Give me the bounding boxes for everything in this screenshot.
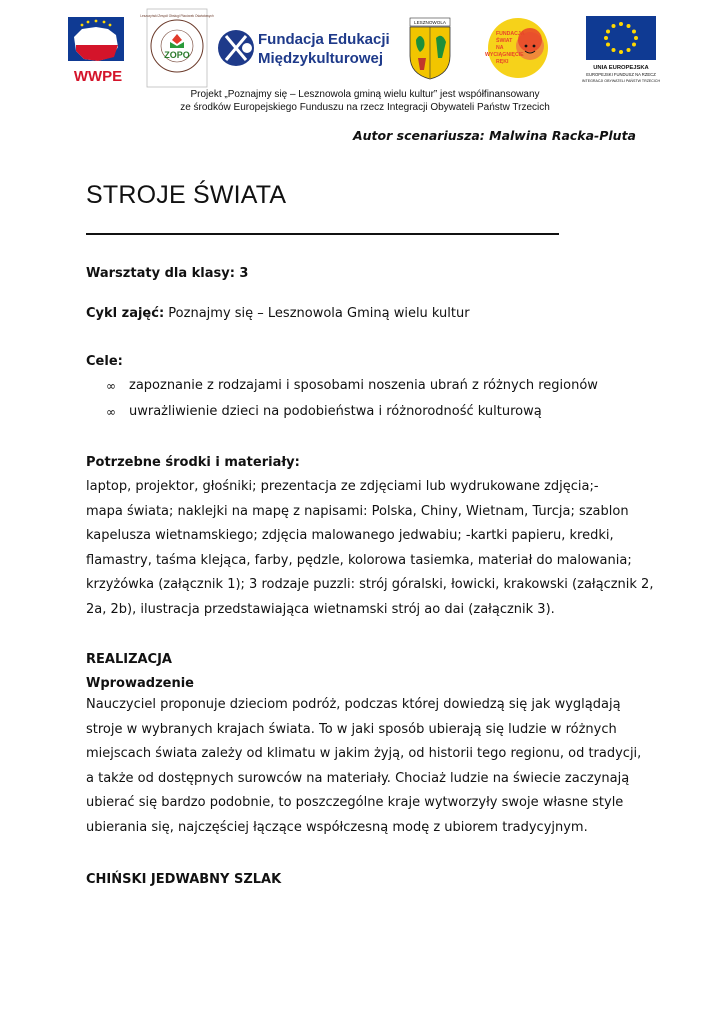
zopo-ring-text: Leszczyński Zespół Obsługi Placówek Oświatowych xyxy=(140,14,214,18)
introduction-line: miejscach świata zależy od klimatu w jakim żyją, od historii tego regionu, od tradycji, xyxy=(86,746,642,761)
cycle-label: Cykl zajęć: xyxy=(86,306,165,321)
realization-section xyxy=(86,651,646,840)
goal-text: uwrażliwienie dzieci na podobieństwa i różnorodność kulturową xyxy=(129,404,542,419)
materials-paragraph xyxy=(86,475,654,622)
introduction-heading: Wprowadzenie xyxy=(86,676,194,691)
ue-line1: UNIA EUROPEJSKA xyxy=(593,65,649,71)
materials-line: kapelusza wietnamskiego; zdjęcia malowanego jedwabiu; -kartki papieru, kredki, xyxy=(86,528,614,543)
zopo-logo-text: ZOPO xyxy=(164,50,190,60)
introduction-line: stroje w wybranych krajach świata. To w jaki sposób ubierają się ludzie w różnych xyxy=(86,721,617,737)
workshops-line xyxy=(86,265,248,283)
silk-road-section xyxy=(86,871,281,889)
scenario-author: Autor scenariusza: Malwina Racka-Pluta xyxy=(352,128,636,143)
fswr-line-5: RĘKI xyxy=(496,59,509,65)
ue-line3: INTEGRACJI OBYWATELI PAŃSTW TRZECICH xyxy=(581,79,661,83)
materials-section xyxy=(86,454,654,622)
cycle-value: Poznajmy się – Lesznowola Gminą wielu kultur xyxy=(164,306,470,321)
wwpe-logo xyxy=(62,15,134,89)
fundacja-logo xyxy=(216,18,401,78)
fswr-line-1: FUNDACJA xyxy=(496,31,525,37)
introduction-line: Nauczyciel proponuje dzieciom podróż, podczas której dowiedzą się jak wyglądają xyxy=(86,697,621,712)
silk-road-heading: CHIŃSKI JEDWABNY SZLAK xyxy=(86,872,282,887)
project-note-line2: ze środków Europejskiego Funduszu na rzecz Integracji Obywateli Państw Trzecich xyxy=(180,102,550,113)
fswr-line-2: ŚWIAT xyxy=(496,38,513,44)
goals-section xyxy=(86,353,646,429)
materials-line: laptop, projektor, głośniki; prezentacja ze zdjęciami lub wydrukowane zdjęcia;- xyxy=(86,479,599,494)
fundacja-line2: Międzykulturowej xyxy=(258,50,384,67)
materials-line: mapa świata; naklejki na mapę z napisami: Polska, Chiny, Wietnam, Turcja; szablon xyxy=(86,503,629,519)
list-item xyxy=(86,377,646,403)
workshops-label: Warsztaty dla klasy: 3 xyxy=(86,266,249,281)
realization-heading: REALIZACJA xyxy=(86,652,172,667)
materials-label: Potrzebne środki i materiały: xyxy=(86,455,300,470)
fswr-line-4: WYCIĄGNIĘCIE xyxy=(485,52,524,58)
project-funding-note xyxy=(140,88,590,114)
materials-line: 2a, 2b), ilustracja przedstawiająca wietnamski strój ao dai (załącznik 3). xyxy=(86,601,555,617)
wwpe-logo-text: WWPE xyxy=(73,68,123,85)
introduction-paragraph xyxy=(86,693,646,840)
lesznowola-coat-of-arms xyxy=(406,18,454,80)
title-underline xyxy=(86,233,559,235)
introduction-line: ubierać się bardzo podobnie, to poszczególne kraje wytworzyły swoje własne style xyxy=(86,795,624,810)
goals-label: Cele: xyxy=(86,354,123,369)
cycle-line xyxy=(86,305,470,323)
infinity-bullet-icon: ∞ xyxy=(106,405,116,419)
materials-line: krzyżówka (załącznik 1); 3 rodzaje puzzli: strój góralski, łowicki, krakowski (załącznik 2, xyxy=(86,577,654,592)
list-item xyxy=(86,403,646,429)
project-note-line1: Projekt „Poznajmy się – Lesznowola gminą wielu kultur” jest współfinansowany xyxy=(190,89,540,100)
goals-list xyxy=(86,377,646,429)
introduction-line: ubierania się, najczęściej łączące współczesną modę z ubiorem tradycyjnym. xyxy=(86,819,588,835)
materials-line: flamastry, taśma klejąca, farby, pędzle, kolorowa tasiemka, materiał do malowania; xyxy=(86,552,632,568)
fswr-line-3: NA xyxy=(496,45,504,51)
zopo-logo xyxy=(140,8,214,88)
fundacja-line1: Fundacja Edukacji xyxy=(258,31,390,48)
herb-caption: LESZNOWOLA xyxy=(414,20,446,25)
ue-line2: EUROPEJSKI FUNDUSZ NA RZECZ xyxy=(586,72,656,77)
eu-logo xyxy=(581,16,661,88)
goal-text: zapoznanie z rodzajami i sposobami noszenia ubrań z różnych regionów xyxy=(129,378,598,393)
logo-strip xyxy=(0,0,724,90)
introduction-line: a także od dostępnych surowców na materiały. Chociaż ludzie na świecie zaczynają xyxy=(86,770,630,786)
swiat-na-wyciagniecie-reki-logo xyxy=(478,18,554,80)
infinity-bullet-icon: ∞ xyxy=(106,379,116,393)
page-title: STROJE ŚWIATA xyxy=(86,181,287,209)
